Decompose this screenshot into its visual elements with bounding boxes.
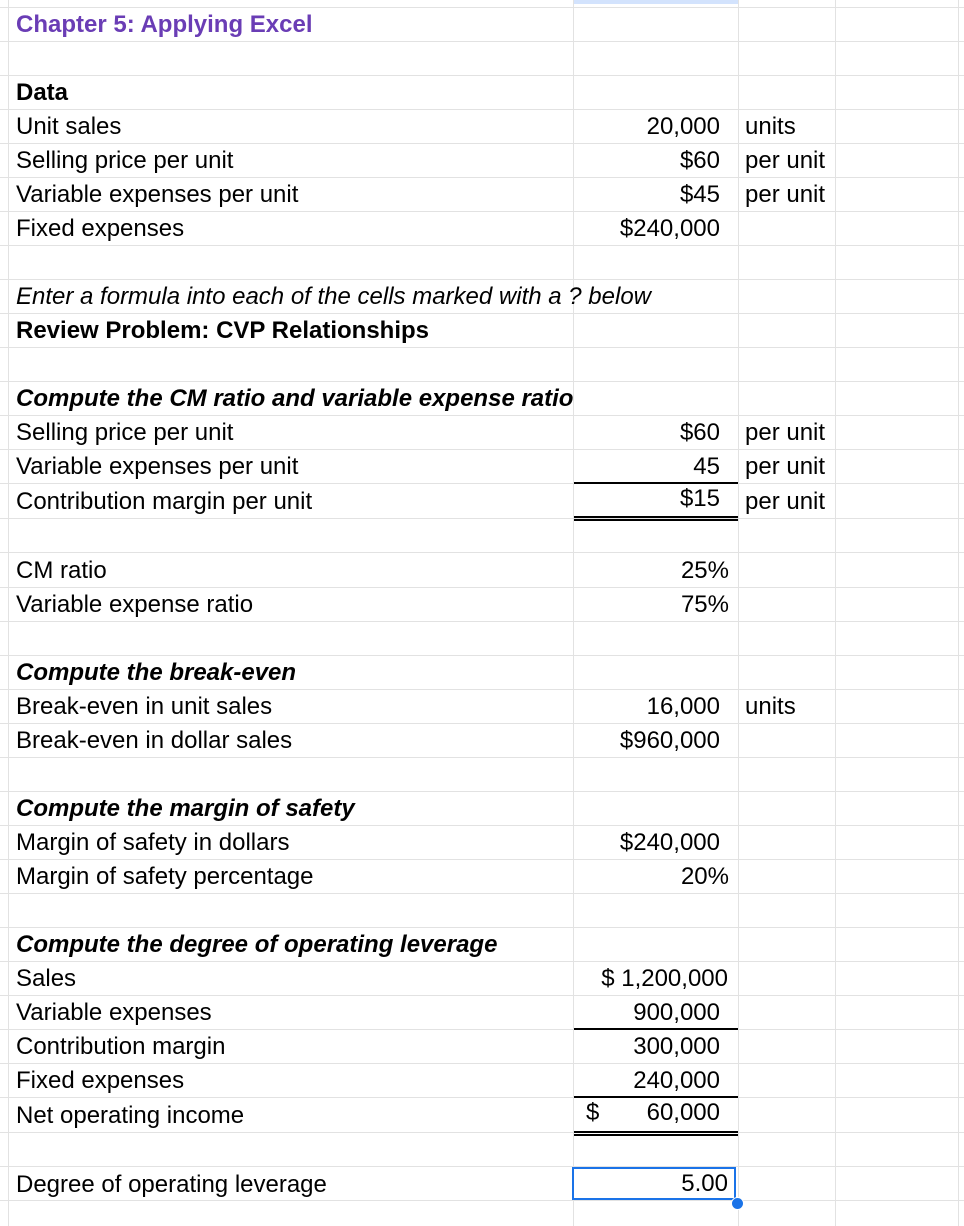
- mos-dollars-label[interactable]: Margin of safety in dollars: [16, 829, 290, 856]
- mos-heading: Compute the margin of safety: [16, 795, 355, 822]
- dol-fixed-expenses-label[interactable]: Fixed expenses: [16, 1067, 185, 1094]
- data-selling-price-value[interactable]: $60: [679, 147, 720, 174]
- fill-handle[interactable]: [731, 1197, 744, 1210]
- cm-ratio-value[interactable]: 25%: [680, 557, 729, 584]
- cm-variable-expenses-label[interactable]: Variable expenses per unit: [16, 453, 299, 480]
- data-selling-price-label[interactable]: Selling price per unit: [16, 147, 234, 174]
- data-unit-sales-value[interactable]: 20,000: [646, 113, 720, 140]
- breakeven-units-unit[interactable]: units: [745, 693, 796, 720]
- dol-sales-value[interactable]: $ 1,200,000: [601, 965, 728, 992]
- mos-dollars-value[interactable]: $240,000: [619, 829, 720, 856]
- data-variable-expenses-value[interactable]: $45: [679, 181, 720, 208]
- double-underline: [574, 516, 738, 521]
- cm-section-heading: Compute the CM ratio and variable expense ratio: [16, 385, 574, 412]
- dol-net-operating-income-value[interactable]: 60,000: [646, 1099, 720, 1126]
- dol-fixed-expenses-value[interactable]: 240,000: [633, 1067, 720, 1094]
- breakeven-heading: Compute the break-even: [16, 659, 297, 686]
- selected-column-indicator: [574, 0, 738, 4]
- cm-contribution-margin-label[interactable]: Contribution margin per unit: [16, 488, 313, 515]
- dol-variable-expenses-label[interactable]: Variable expenses: [16, 999, 212, 1026]
- data-heading: Data: [16, 79, 69, 106]
- dol-net-operating-income-currency: $: [586, 1099, 600, 1126]
- cm-variable-expenses-unit[interactable]: per unit: [745, 453, 826, 480]
- data-fixed-expenses-label[interactable]: Fixed expenses: [16, 215, 185, 242]
- data-variable-expenses-unit[interactable]: per unit: [745, 181, 826, 208]
- dol-variable-expenses-value[interactable]: 900,000: [633, 999, 720, 1026]
- data-selling-price-unit[interactable]: per unit: [745, 147, 826, 174]
- review-problem-title: Review Problem: CVP Relationships: [16, 317, 430, 344]
- cm-contribution-margin-value[interactable]: $15: [679, 485, 720, 512]
- dol-net-operating-income-label[interactable]: Net operating income: [16, 1102, 245, 1129]
- dol-value[interactable]: 5.00: [681, 1170, 728, 1197]
- cm-selling-price-label[interactable]: Selling price per unit: [16, 419, 234, 446]
- data-fixed-expenses-value[interactable]: $240,000: [619, 215, 720, 242]
- dol-label[interactable]: Degree of operating leverage: [16, 1171, 327, 1198]
- dol-contribution-margin-value[interactable]: 300,000: [633, 1033, 720, 1060]
- cm-selling-price-value[interactable]: $60: [679, 419, 720, 446]
- cm-variable-expenses-value[interactable]: 45: [693, 453, 720, 480]
- data-unit-sales-unit[interactable]: units: [745, 113, 796, 140]
- cm-selling-price-unit[interactable]: per unit: [745, 419, 826, 446]
- variable-expense-ratio-label[interactable]: Variable expense ratio: [16, 591, 254, 618]
- instruction-text: Enter a formula into each of the cells marked with a ? below: [16, 283, 651, 310]
- dol-heading: Compute the degree of operating leverage: [16, 931, 498, 958]
- sheet-title: Chapter 5: Applying Excel: [16, 11, 313, 38]
- cm-contribution-margin-unit[interactable]: per unit: [745, 488, 826, 515]
- variable-expense-ratio-value[interactable]: 75%: [680, 591, 729, 618]
- active-cell-selection[interactable]: [572, 1167, 736, 1200]
- data-variable-expenses-label[interactable]: Variable expenses per unit: [16, 181, 299, 208]
- breakeven-units-label[interactable]: Break-even in unit sales: [16, 693, 273, 720]
- data-unit-sales-label[interactable]: Unit sales: [16, 113, 122, 140]
- double-underline: [574, 1131, 738, 1136]
- cm-ratio-label[interactable]: CM ratio: [16, 557, 107, 584]
- mos-percentage-label[interactable]: Margin of safety percentage: [16, 863, 314, 890]
- breakeven-units-value[interactable]: 16,000: [646, 693, 720, 720]
- mos-percentage-value[interactable]: 20%: [680, 863, 729, 890]
- breakeven-dollars-label[interactable]: Break-even in dollar sales: [16, 727, 293, 754]
- dol-contribution-margin-label[interactable]: Contribution margin: [16, 1033, 226, 1060]
- dol-sales-label[interactable]: Sales: [16, 965, 77, 992]
- breakeven-dollars-value[interactable]: $960,000: [619, 727, 720, 754]
